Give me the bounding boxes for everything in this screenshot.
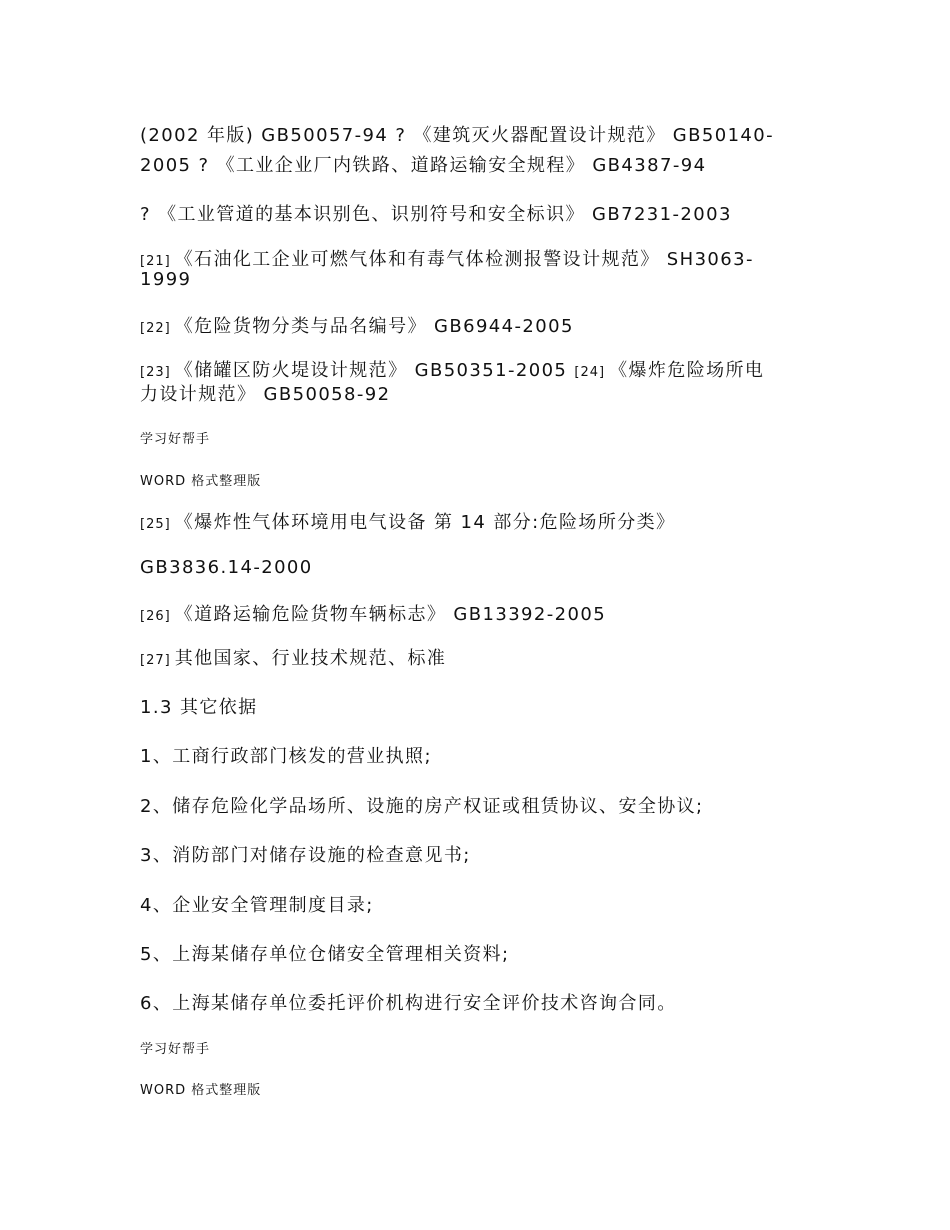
reference-item-26 <box>140 600 606 626</box>
list-item: 1、工商行政部门核发的营业执照; <box>140 746 432 767</box>
reference-line: 2005 ? 《工业企业厂内铁路、道路运输安全规程》 GB4387-94 <box>140 155 707 176</box>
reference-line: GB3836.14-2000 <box>140 557 313 578</box>
page-footer-text: WORD 格式整理版 <box>140 474 262 489</box>
reference-number: [21] <box>140 254 171 269</box>
reference-text: 《储罐区防火堤设计规范》 GB50351-2005 <box>174 360 568 381</box>
reference-line: (2002 年版) GB50057-94 ? 《建筑灭火器配置设计规范》 GB50140- <box>140 125 775 146</box>
reference-line: 1999 <box>140 269 192 290</box>
reference-text: 《石油化工企业可燃气体和有毒气体检测报警设计规范》 SH3063- <box>174 249 754 270</box>
page-footer-text: 学习好帮手 <box>140 1042 211 1057</box>
list-item: 6、上海某储存单位委托评价机构进行安全评价技术咨询合同。 <box>140 993 677 1014</box>
reference-item-25 <box>140 508 675 534</box>
page-footer-text: 学习好帮手 <box>140 432 211 447</box>
reference-number: [26] <box>140 609 171 624</box>
reference-number: [22] <box>140 321 171 336</box>
reference-item-21 <box>140 245 754 271</box>
reference-item-23-24 <box>140 356 764 382</box>
section-heading: 1.3 其它依据 <box>140 697 258 718</box>
list-item: 4、企业安全管理制度目录; <box>140 895 374 916</box>
reference-item-27 <box>140 644 446 670</box>
list-item: 3、消防部门对储存设施的检查意见书; <box>140 845 471 866</box>
page-footer-text: WORD 格式整理版 <box>140 1083 262 1098</box>
reference-number: [25] <box>140 517 171 532</box>
reference-text: 《危险货物分类与品名编号》 GB6944-2005 <box>174 316 574 337</box>
reference-line: ? 《工业管道的基本识别色、识别符号和安全标识》 GB7231-2003 <box>140 204 732 225</box>
reference-text: 《爆炸性气体环境用电气设备 第 14 部分:危险场所分类》 <box>174 512 676 533</box>
reference-text: 其他国家、行业技术规范、标准 <box>174 648 447 669</box>
reference-number: [27] <box>140 653 171 668</box>
reference-line: 力设计规范》 GB50058-92 <box>140 384 391 405</box>
list-item: 5、上海某储存单位仓储安全管理相关资料; <box>140 944 510 965</box>
reference-item-22 <box>140 312 574 338</box>
list-item: 2、储存危险化学品场所、设施的房产权证或租赁协议、安全协议; <box>140 796 704 817</box>
reference-text: 《道路运输危险货物车辆标志》 GB13392-2005 <box>174 604 607 625</box>
reference-number: [24] <box>574 365 606 380</box>
reference-text: 《爆炸危险场所电 <box>609 360 765 381</box>
reference-number: [23] <box>140 365 171 380</box>
